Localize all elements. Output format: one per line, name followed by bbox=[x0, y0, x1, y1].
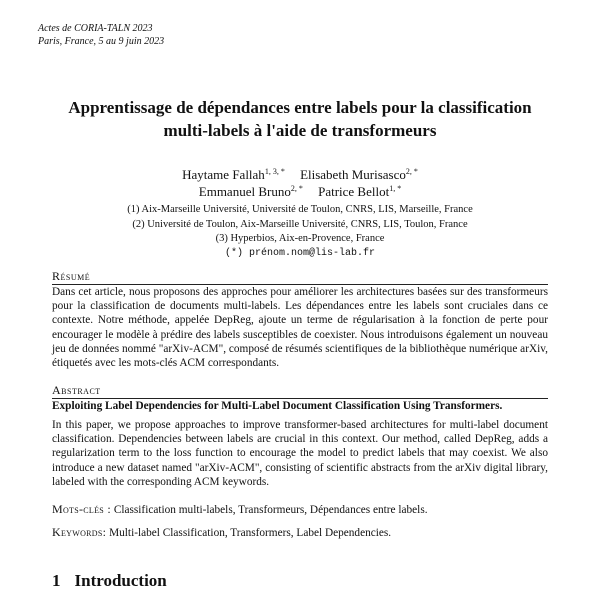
keywords-text: Multi-label Classification, Transformers, Label Dependencies. bbox=[109, 527, 392, 539]
affiliation: (3) Hyperbios, Aix-en-Provence, France bbox=[215, 233, 385, 244]
title-line-1: Apprentissage de dépendances entre labels pour la classification bbox=[68, 98, 532, 117]
venue-line-2: Paris, France, 5 au 9 juin 2023 bbox=[38, 36, 165, 47]
abstract-text: In this paper, we propose approaches to improve transformer-based architectures for multi-label document classification. Dependencies between labels are crucial in this context. Our method, called DepReg, adds a regularization term to the loss function to encourage the model to predict labels that may coexist. We also introduce a new dataset named "arXiv-ACM", consisting of scientific abstracts from the arXiv digital library, labeled with the corresponding ACM keywords. bbox=[52, 419, 548, 488]
author: Emmanuel Bruno$^{2, *}$ bbox=[198, 184, 303, 199]
resume-heading: Résumé bbox=[52, 270, 548, 285]
mots-cles-label: Mots-clés : bbox=[52, 502, 111, 516]
author: Elisabeth Murisasco$^{2, *}$ bbox=[300, 167, 418, 182]
author: Patrice Bellot$^{1, *}$ bbox=[318, 184, 402, 199]
author-list bbox=[40, 166, 560, 200]
affiliation: (2) Université de Toulon, Aix-Marseille Université, CNRS, LIS, Toulon, France bbox=[132, 218, 468, 230]
keywords-label: Keywords: bbox=[52, 525, 107, 539]
author-row-2 bbox=[40, 183, 560, 200]
affiliation: (1) Aix-Marseille Université, Université de Toulon, CNRS, LIS, Marseille, France bbox=[127, 204, 473, 215]
abstract-english-title: Exploiting Label Dependencies for Multi-Label Document Classification Using Transformers. bbox=[52, 400, 503, 412]
abstract-heading: Abstract bbox=[52, 384, 548, 399]
abstract-section bbox=[52, 384, 548, 489]
resume-section bbox=[52, 270, 548, 370]
author: Haytame Fallah$^{1, 3, *}$ bbox=[182, 167, 285, 182]
venue-header bbox=[38, 22, 164, 48]
contact-email: (*) prénom.nom@lis-lab.fr bbox=[224, 247, 376, 259]
affiliations bbox=[40, 203, 560, 261]
resume-text: Dans cet article, nous proposons des approches pour améliorer les architectures basées sur des transformeurs pour la classification de documents multi-labels. Les dépendances entre les labels sont cruciales dans ce contexte. Notre méthode, appelée DepReg, ajoute un terme de régularisation à la fonction de perte pour encourager le modèle à prédire des labels susceptibles de coexister. Nous introduisons également un nouveau jeu de données nommé "arXiv-ACM", composé de résumés scientifiques de la bibliothèque numérique arXiv, étiquetés avec les mots-clés ACM correspondants. bbox=[52, 286, 548, 370]
mots-cles-line bbox=[52, 502, 548, 517]
keywords-line bbox=[52, 525, 548, 540]
section-heading-introduction bbox=[52, 571, 167, 591]
author-row-1 bbox=[40, 166, 560, 183]
section-number: 1 bbox=[52, 571, 61, 590]
title-line-2: multi-labels à l'aide de transformeurs bbox=[163, 121, 437, 140]
section-title: Introduction bbox=[74, 571, 167, 590]
venue-line-1: Actes de CORIA-TALN 2023 bbox=[38, 23, 153, 34]
mots-cles-text: Classification multi-labels, Transformeurs, Dépendances entre labels. bbox=[113, 504, 428, 516]
paper-title bbox=[40, 96, 560, 142]
